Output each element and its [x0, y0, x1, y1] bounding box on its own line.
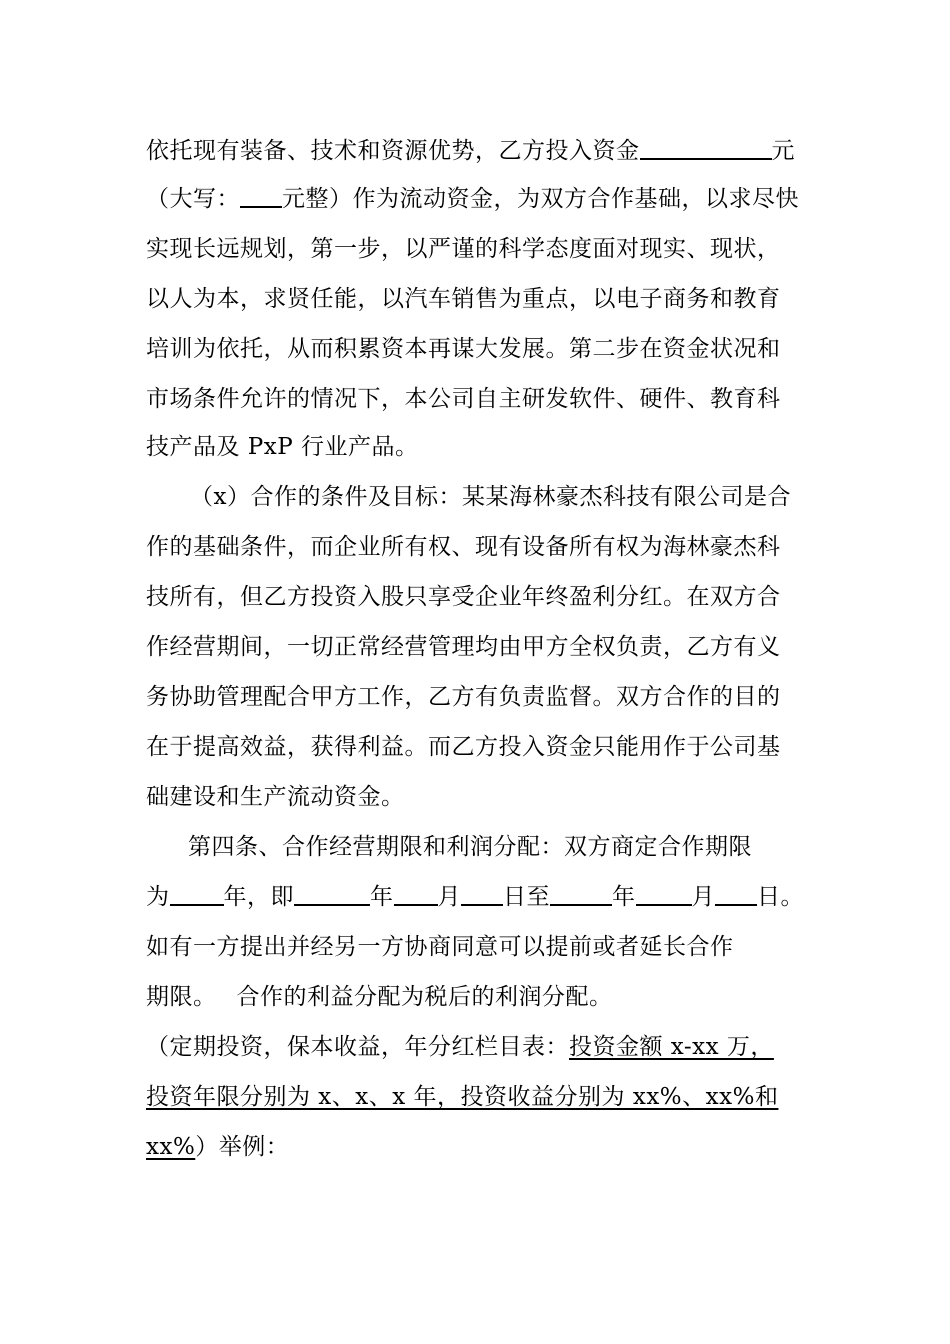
p3-line-4: [146, 982, 613, 1012]
end-month-blank: [636, 882, 692, 906]
p2-line-5: 务协助管理配合甲方工作，乙方有负责监督。双方合作的目的: [146, 684, 781, 710]
p2-line-2: 作的基础条件，而企业所有权、现有设备所有权为海林豪杰科: [146, 534, 781, 560]
p2-line-1: （x）合作的条件及目标：某某海林豪杰科技有限公司是合: [190, 484, 791, 510]
underlined-text: xx%: [146, 1134, 196, 1160]
p3-line-2: [146, 882, 804, 912]
start-day-blank: [461, 882, 503, 906]
p1-line-5: 培训为依托，从而积累资本再谋大发展。第二步在资金状况和: [146, 336, 781, 362]
text: 期限。: [146, 984, 217, 1010]
p4-line-3: [146, 1132, 289, 1162]
text: 月: [691, 884, 715, 910]
text: （大写：: [146, 186, 240, 212]
text: 合作的利益分配为税后的利润分配。: [236, 984, 613, 1010]
p1-line-1: [146, 136, 795, 166]
text: 日。: [757, 884, 804, 910]
p2-line-7: 础建设和生产流动资金。: [146, 784, 405, 810]
p1-line-6: 市场条件允许的情况下，本公司自主研发软件、硬件、教育科: [146, 386, 781, 412]
start-year-blank: [294, 882, 370, 906]
amount-blank: [640, 136, 772, 160]
p3-line-1: 第四条、合作经营期限和利润分配：双方商定合作期限: [188, 834, 752, 860]
p2-line-4: 作经营期间，一切正常经营管理均由甲方全权负责，乙方有义: [146, 634, 781, 660]
text: 年: [612, 884, 636, 910]
end-year-blank: [550, 882, 612, 906]
text: 年: [370, 884, 394, 910]
p2-line-3: 技所有，但乙方投资入股只享受企业年终盈利分红。在双方合: [146, 584, 781, 610]
text: 元整）作为流动资金，为双方合作基础，以求尽快: [282, 186, 799, 212]
end-day-blank: [715, 882, 757, 906]
underlined-text: 投资金额 x-xx 万，: [569, 1034, 774, 1060]
p3-line-3: 如有一方提出并经另一方协商同意可以提前或者延长合作: [146, 934, 734, 960]
text: 日至: [503, 884, 550, 910]
p4-line-2: 投资年限分别为 x、x、x 年，投资收益分别为 xx%、xx%和: [146, 1084, 779, 1110]
amount-words-blank: [240, 184, 282, 208]
start-month-blank: [394, 882, 438, 906]
text: 年，即: [223, 884, 294, 910]
text: （定期投资，保本收益，年分红栏目表：: [146, 1034, 569, 1060]
text: ）举例：: [195, 1134, 290, 1160]
p1-line-4: 以人为本，求贤任能，以汽车销售为重点，以电子商务和教育: [146, 286, 781, 312]
text: 为: [146, 884, 170, 910]
p4-line-1: [146, 1032, 774, 1062]
text: 月: [437, 884, 461, 910]
p1-line-2: [146, 184, 799, 214]
years-blank: [170, 882, 224, 906]
p1-line-3: 实现长远规划，第一步，以严谨的科学态度面对现实、现状，: [146, 236, 781, 262]
text: 依托现有装备、技术和资源优势，乙方投入资金: [146, 138, 640, 164]
text: 元: [771, 138, 795, 164]
p2-line-6: 在于提高效益，获得利益。而乙方投入资金只能用作于公司基: [146, 734, 781, 760]
p1-line-7: 技产品及 PxP 行业产品。: [146, 434, 419, 460]
